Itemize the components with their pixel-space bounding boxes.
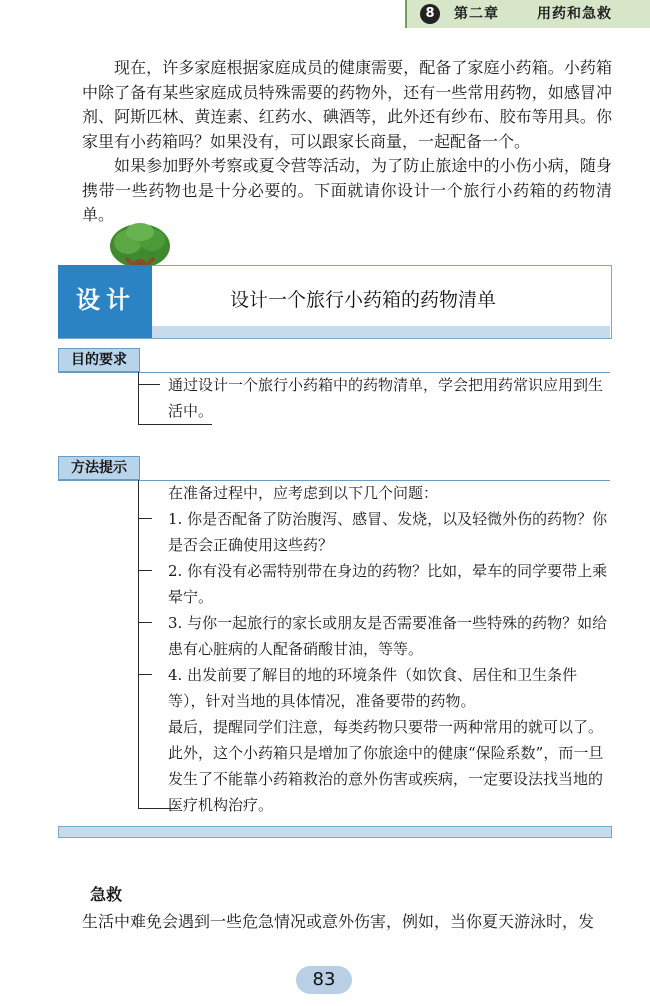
- method-item-1: 1. 你是否配备了防治腹泻、感冒、发烧，以及轻微外伤的药物？你是否会正确使用这些药？: [168, 510, 608, 554]
- method-bracket: [138, 480, 139, 808]
- method-closing: 最后，提醒同学们注意，每类药物只要带一两种常用的就可以了。此外，这个小药箱只是增加了你旅途中的健康“保险系数”，而一旦发生了不能靠小药箱救治的意外伤害或疾病，一定要设法找当地的医疗机构治疗。: [168, 718, 604, 814]
- method-tick-2: [138, 570, 152, 571]
- purpose-bracket-tick: [138, 384, 160, 385]
- purpose-bracket: [138, 372, 139, 424]
- chapter-header-bar: [405, 0, 650, 28]
- chapter-subtitle: 用药和急救: [537, 6, 612, 22]
- first-aid-text: 生活中难免会遇到一些危急情况或意外伤害，例如，当你夏天游泳时，发: [82, 912, 595, 931]
- method-lead: 在准备过程中，应考虑到以下几个问题：: [168, 484, 439, 502]
- purpose-text: 通过设计一个旅行小药箱中的药物清单，学会把用药常识应用到生活中。: [168, 376, 604, 420]
- design-banner-label: 设计: [76, 286, 136, 314]
- chapter-title: 第二章: [454, 6, 499, 22]
- first-aid-heading: 急救: [90, 885, 123, 904]
- purpose-tab: 目的要求: [58, 348, 140, 372]
- method-tick-1: [138, 518, 152, 519]
- section-bottom-bar: [58, 826, 612, 838]
- method-tick-4: [138, 674, 152, 675]
- method-tab: 方法提示: [58, 456, 140, 480]
- method-tick-3: [138, 622, 152, 623]
- page-number: 83: [296, 966, 352, 994]
- chapter-number-badge: 8: [420, 4, 440, 24]
- intro-paragraph-1: 现在，许多家庭根据家庭成员的健康需要，配备了家庭小药箱。小药箱中除了备有某些家庭成员特殊需要的药物外，还有一些常用药物，如感冒冲剂、阿斯匹林、黄连素、红药水、碘酒等，此外还有纱布、胶布等用具。你家里有小药箱吗？如果没有，可以跟家长商量，一起配备一个。: [82, 58, 612, 151]
- method-item-4: 4. 出发前要了解目的地的环境条件（如饮食、居住和卫生条件等），针对当地的具体情况，准备要带的药物。: [168, 666, 578, 710]
- method-content: [168, 480, 614, 818]
- design-banner-stripe: [152, 326, 610, 338]
- design-banner-title: 设计一个旅行小药箱的药物清单: [230, 289, 497, 311]
- method-item-3: 3. 与你一起旅行的家长或朋友是否需要准备一些特殊的药物？如给患有心脏病的人配备硝酸甘油，等等。: [168, 614, 608, 658]
- method-item-2: 2. 你有没有必需特别带在身边的药物？比如，晕车的同学要带上乘晕宁。: [168, 562, 608, 606]
- intro-paragraph-2: 如果参加野外考察或夏令营等活动，为了防止旅途中的小伤小病，随身携带一些药物也是十分必要的。下面就请你设计一个旅行小药箱的药物清单。: [82, 156, 612, 224]
- purpose-bracket-bottom: [138, 424, 212, 425]
